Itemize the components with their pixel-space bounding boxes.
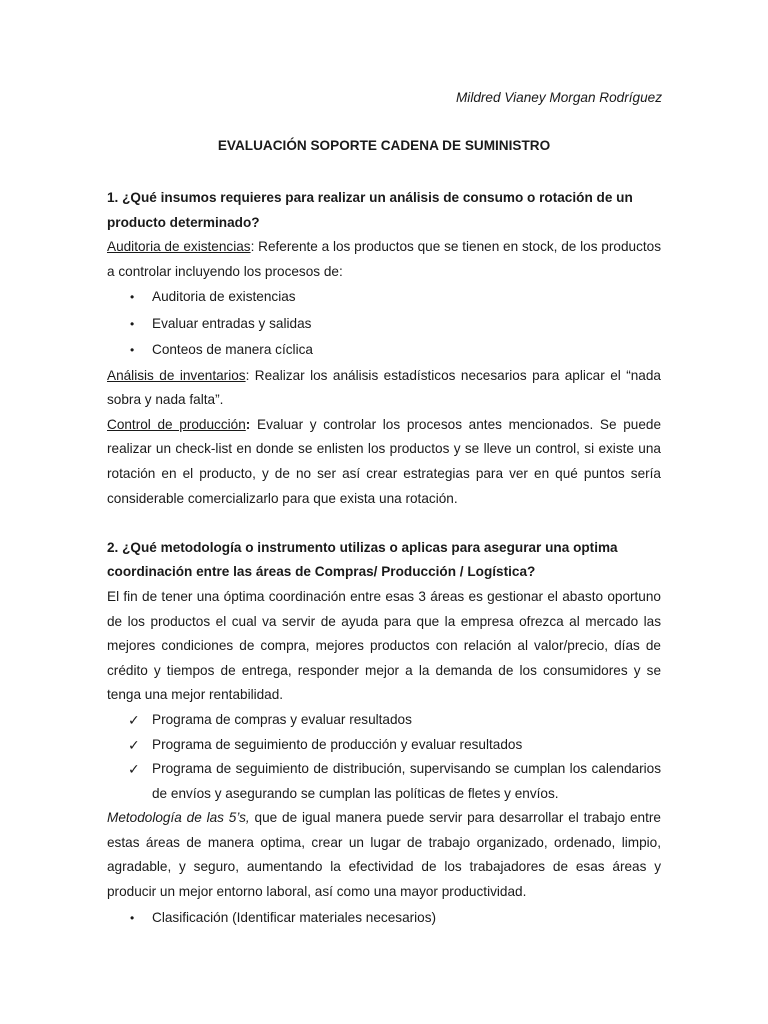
checkmark-icon: ✓	[128, 761, 140, 778]
bullet-icon: •	[130, 910, 135, 925]
q2-paragraph-1: El fin de tener una óptima coordinación entre esas 3 áreas es gestionar el abasto oportuno de los productos el cual va servir de ayuda para que la empresa ofrezca al mercado las mejores condiciones de compra, mejores productos con relación al valor/precio, días de crédito y tiempos de entrega, responder mejor a la demanda de los consumidores y se tenga una mejor rentabilidad.	[107, 588, 661, 703]
list-item-text: Programa de compras y evaluar resultados	[152, 711, 412, 727]
q2-bullet-list	[107, 905, 661, 931]
list-item	[107, 311, 661, 337]
list-item	[107, 708, 661, 733]
checkmark-icon: ✓	[128, 711, 140, 728]
list-item	[107, 905, 661, 931]
q1-paragraph-1-text: : Referente a los productos que se tienen en stock, de los productos a controlar incluyendo los procesos de:	[107, 239, 662, 279]
bullet-icon: •	[130, 316, 135, 331]
q1-bullet-list	[107, 284, 661, 363]
question-1: 1. ¿Qué insumos requieres para realizar un análisis de consumo o rotación de un producto determinado?	[107, 190, 633, 230]
q1-term-auditoria: Auditoria de existencias	[107, 239, 251, 255]
q1-paragraph-2-text: : Realizar los análisis estadísticos necesarios para aplicar el “nada sobra y nada falta”.	[107, 367, 661, 408]
document-title: EVALUACIÓN SOPORTE CADENA DE SUMINISTRO	[217, 138, 551, 153]
q1-paragraph-2	[107, 364, 661, 413]
bullet-icon: •	[130, 343, 135, 358]
document-body	[107, 186, 661, 931]
q1-term-colon: :	[245, 416, 251, 432]
list-item-text: Auditoria de existencias	[152, 289, 296, 305]
q2-paragraph-2-text: que de igual manera puede servir para desarrollar el trabajo entre estas áreas de manera optima, crear un lugar de trabajo organizado, ordenado, limpio, agradable, y seguro, aumentando la efectividad de los trabajadores de esas áreas y producir un mejor entorno laboral, así como una mayor productividad.	[107, 810, 661, 900]
q2-term-5s: Metodología de las 5’s,	[107, 810, 250, 826]
list-item-text: Clasificación (Identificar materiales necesarios)	[152, 909, 437, 925]
list-item-text: Programa de seguimiento de distribución, supervisando se cumplan los calendarios de envíos y asegurando se cumplan las políticas de fletes y envíos.	[152, 761, 661, 801]
author-name: Mildred Vianey Morgan Rodríguez	[455, 90, 662, 105]
q2-paragraph-2	[107, 806, 661, 904]
q1-paragraph-1	[107, 235, 661, 284]
q1-term-control: Control de producción	[107, 416, 246, 432]
bullet-icon: •	[130, 290, 135, 305]
list-item	[107, 757, 661, 806]
question-2: 2. ¿Qué metodología o instrumento utilizas o aplicas para asegurar una optima coordinación entre las áreas de Compras/ Producción / Logística?	[107, 539, 618, 580]
list-item-text: Programa de seguimiento de producción y evaluar resultados	[152, 736, 523, 752]
q2-check-list	[107, 708, 661, 806]
list-item	[107, 284, 661, 310]
checkmark-icon: ✓	[128, 736, 140, 753]
section-spacer	[107, 511, 661, 536]
q1-paragraph-3-text: Evaluar y controlar los procesos antes mencionados. Se puede realizar un check-list en donde se enlisten los productos y se lleve un control, si existe una rotación en el producto, y de no ser así crear estrategias para ver en qué puntos sería considerable comercializarlo para que exista una rotación.	[107, 416, 662, 506]
list-item	[107, 733, 661, 758]
q1-term-analisis: Análisis de inventarios	[107, 367, 246, 383]
list-item-text: Evaluar entradas y salidas	[152, 315, 312, 331]
list-item	[107, 337, 661, 363]
q1-paragraph-3	[107, 413, 661, 511]
list-item-text: Conteos de manera cíclica	[152, 342, 313, 358]
